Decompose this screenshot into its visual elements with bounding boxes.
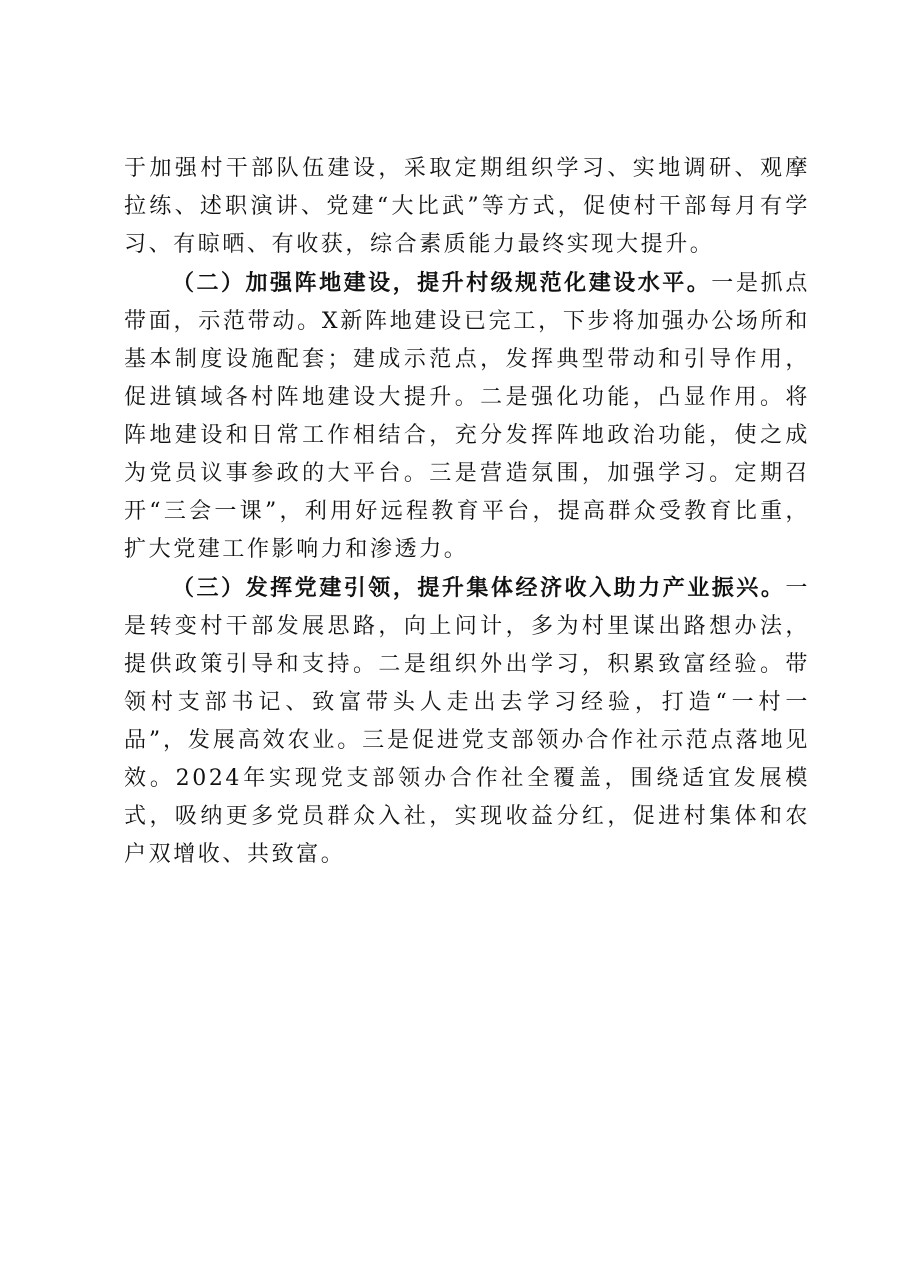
paragraph-continuation [124, 150, 810, 264]
paragraph-text: 一是抓点带面，示范带动。X新阵地建设已完工，下步将加强办公场所和基本制度设施配套；建成示范点，发挥典型带动和引导作用，促进镇域各村阵地建设大提升。二是强化功能，凸显作用。将阵地建设和日常工作相结合，充分发挥阵地政治功能，使之成为党员议事参政的大平台。三是营造氛围，加强学习。定期召开“三会一课”，利用好远程教育平台，提高群众受教育比重，扩大党建工作影响力和渗透力。 [124, 271, 810, 562]
paragraph-section-2 [124, 264, 810, 569]
paragraph-text: 一是转变村干部发展思路，向上问计，多为村里谋出路想办法，提供政策引导和支持。二是组织外出学习，积累致富经验。带领村支部书记、致富带头人走出去学习经验，打造“一村一品”，发展高效农业。三是促进党支部领办合作社示范点落地见效。2024年实现党支部领办合作社全覆盖，围绕适宜发展模式，吸纳更多党员群众入社，实现收益分红，促进村集体和农户双增收、共致富。 [124, 576, 810, 867]
paragraph-text: 于加强村干部队伍建设，采取定期组织学习、实地调研、观摩拉练、述职演讲、党建“大比武”等方式，促使村干部每月有学习、有晾晒、有收获，综合素质能力最终实现大提升。 [124, 156, 810, 257]
document-body [124, 150, 810, 874]
paragraph-section-3 [124, 569, 810, 874]
section-heading-3: （三）发挥党建引领，提升集体经济收入助力产业振兴。 [172, 575, 786, 601]
section-heading-2: （二）加强阵地建设，提升村级规范化建设水平。 [172, 270, 712, 296]
